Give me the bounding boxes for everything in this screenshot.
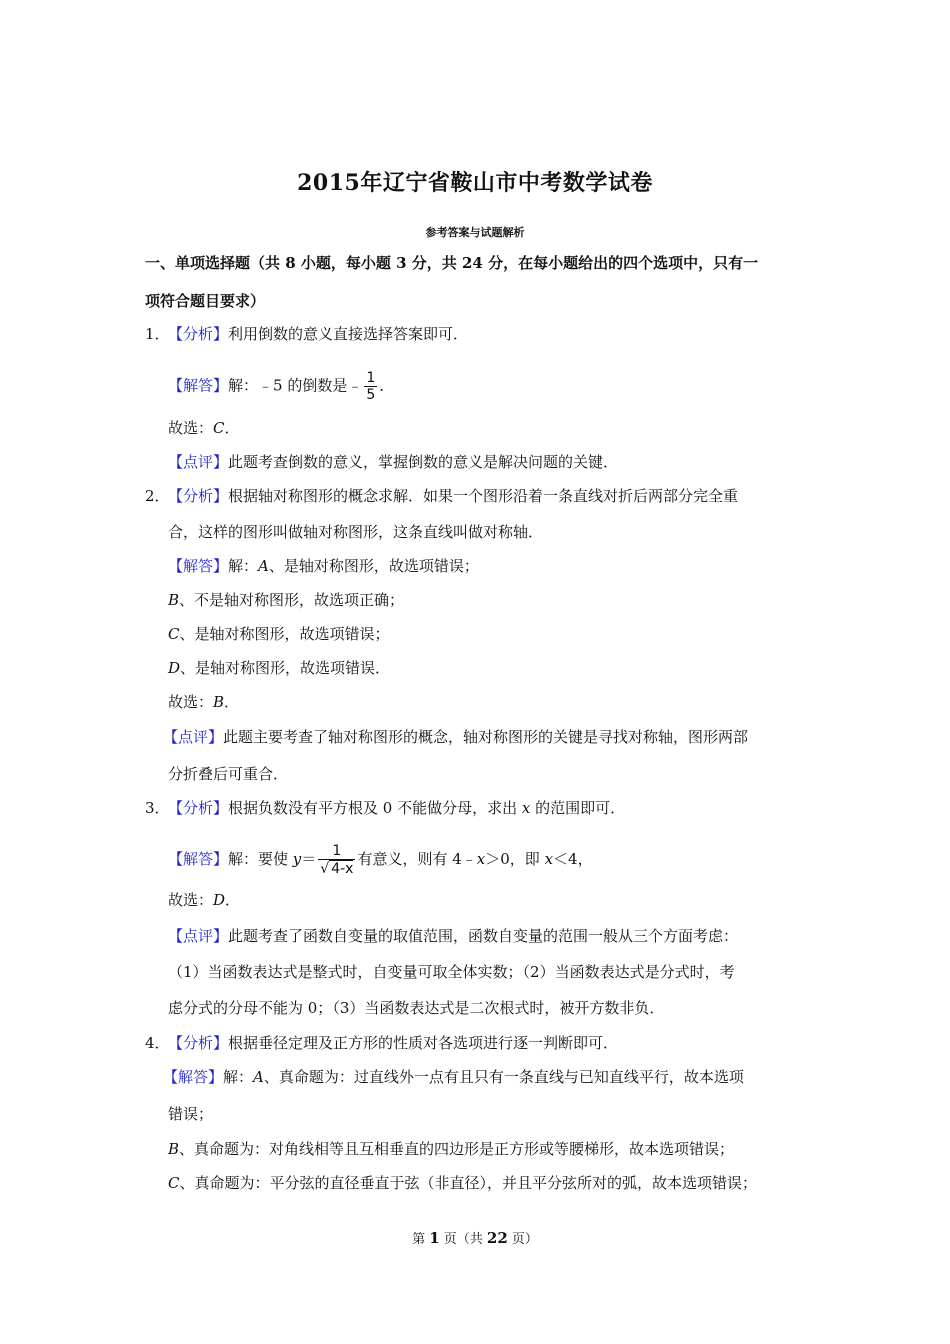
choice-prefix: 故选： bbox=[168, 891, 214, 909]
option-letter: C bbox=[168, 625, 180, 643]
q1-choice bbox=[168, 418, 240, 438]
comment-text: 此题考查倒数的意义，掌握倒数的意义是解决问题的关键． bbox=[228, 453, 619, 471]
analysis-text: 根据轴对称图形的概念求解．如果一个图形沿着一条直线对折后两部分完全重 bbox=[228, 487, 739, 505]
option-letter: D bbox=[168, 659, 181, 677]
fraction-denominator: √ 4-x bbox=[320, 861, 354, 877]
q2-comment bbox=[163, 727, 748, 747]
choice-end: ． bbox=[224, 693, 240, 711]
q3-comment-cont-2: 虑分式的分母不能为 0；（3）当函数表达式是二次根式时，被开方数非负． bbox=[168, 999, 665, 1017]
analysis-tag: 【分析】 bbox=[168, 799, 229, 817]
answer-tag: 【解答】 bbox=[168, 376, 229, 395]
q4-answer-c bbox=[168, 1173, 757, 1193]
answer-tag: 【解答】 bbox=[168, 850, 229, 868]
current-page-number: 1 bbox=[429, 1229, 440, 1247]
q3-comment-cont: （1）当函数表达式是整式时，自变量可取全体实数；（2）当函数表达式是分式时，考 bbox=[168, 963, 735, 981]
page-footer bbox=[0, 1228, 950, 1247]
q3-comment bbox=[168, 926, 738, 946]
equals-sign: ＝ bbox=[301, 850, 317, 868]
comment-tag: 【点评】 bbox=[163, 728, 224, 746]
fraction bbox=[318, 843, 355, 877]
answer-text: 解：﹣5 的倒数是﹣ bbox=[228, 376, 363, 395]
analysis-tag: 【分析】 bbox=[168, 487, 229, 505]
q4-answer-a bbox=[163, 1067, 744, 1087]
choice-end: ． bbox=[224, 419, 240, 437]
q2-choice bbox=[168, 692, 239, 712]
q4-analysis bbox=[168, 1033, 618, 1053]
variable-x: x bbox=[476, 850, 486, 868]
page-subtitle: 参考答案与试题解析 bbox=[425, 226, 525, 239]
fraction bbox=[364, 370, 377, 403]
variable-x: x bbox=[544, 850, 554, 868]
answer-text: 、真命题为：对角线相等且互相垂直的四边形是正方形或等腰梯形，故本选项错误； bbox=[179, 1140, 735, 1158]
comment-text: 此题主要考查了轴对称图形的概念，轴对称图形的关键是寻找对称轴，图形两部 bbox=[223, 728, 749, 746]
question-number: 3． bbox=[145, 799, 170, 817]
answer-prefix: 解： bbox=[228, 557, 259, 575]
q4-answer-a-cont: 错误； bbox=[168, 1105, 214, 1123]
variable-y: y bbox=[292, 850, 302, 868]
choice-prefix: 故选： bbox=[168, 693, 214, 711]
option-letter: B bbox=[168, 591, 180, 609]
answer-prefix: 解： bbox=[223, 1068, 254, 1086]
comment-tag: 【点评】 bbox=[168, 927, 229, 945]
comment-tag: 【点评】 bbox=[168, 453, 229, 471]
q1-comment bbox=[168, 452, 618, 472]
option-letter: B bbox=[168, 1140, 180, 1158]
analysis-end: 的范围即可． bbox=[530, 799, 626, 817]
choice-prefix: 故选： bbox=[168, 419, 214, 437]
q3-choice bbox=[168, 890, 240, 910]
q2-comment-cont: 分折叠后可重合． bbox=[168, 765, 289, 783]
q1-answer bbox=[168, 370, 394, 403]
answer-text: 、是轴对称图形，故选项错误； bbox=[268, 557, 479, 575]
footer-prefix: 第 bbox=[412, 1232, 430, 1247]
total-pages: 22 bbox=[486, 1229, 508, 1247]
section-heading-line-2: 项符合题目要求） bbox=[145, 292, 266, 310]
q2-analysis-cont: 合，这样的图形叫做轴对称图形，这条直线叫做对称轴． bbox=[168, 523, 544, 541]
choice-letter: B bbox=[213, 693, 225, 711]
footer-suffix: 页） bbox=[507, 1232, 538, 1247]
answer-text: 、不是轴对称图形，故选项正确； bbox=[179, 591, 405, 609]
question-number: 2． bbox=[145, 487, 170, 505]
question-number: 4． bbox=[145, 1034, 170, 1052]
variable-x: x bbox=[521, 799, 531, 817]
analysis-text: 根据垂径定理及正方形的性质对各选项进行逐一判断即可． bbox=[228, 1034, 619, 1052]
q3-answer bbox=[168, 843, 593, 877]
analysis-tag: 【分析】 bbox=[168, 325, 229, 343]
q2-answer-c bbox=[168, 624, 390, 644]
q2-analysis bbox=[168, 486, 738, 506]
analysis-text: 利用倒数的意义直接选择答案即可． bbox=[228, 325, 469, 343]
q2-answer-a bbox=[168, 556, 479, 576]
question-number: 1． bbox=[145, 325, 170, 343]
answer-tag: 【解答】 bbox=[163, 1068, 224, 1086]
footer-mid: 页（共 bbox=[439, 1232, 487, 1247]
choice-end: ． bbox=[225, 891, 241, 909]
q3-analysis bbox=[168, 798, 625, 818]
fraction-numerator: 1 bbox=[366, 370, 376, 386]
choice-letter: D bbox=[213, 891, 226, 909]
analysis-text: 根据负数没有平方根及 0 不能做分母，求出 bbox=[228, 799, 522, 817]
fraction-denominator: 5 bbox=[366, 387, 376, 403]
fraction-numerator: 1 bbox=[318, 843, 355, 860]
option-letter: A bbox=[258, 557, 269, 575]
comment-text: 此题考查了函数自变量的取值范围，函数自变量的范围一般从三个方面考虑： bbox=[228, 927, 739, 945]
answer-text: 、是轴对称图形，故选项错误； bbox=[179, 625, 390, 643]
choice-letter: C bbox=[213, 419, 225, 437]
answer-tag: 【解答】 bbox=[168, 557, 229, 575]
analysis-tag: 【分析】 bbox=[168, 1034, 229, 1052]
answer-mid-2: ＞0，即 bbox=[485, 850, 545, 868]
q2-answer-d bbox=[168, 658, 390, 678]
q4-answer-b bbox=[168, 1139, 734, 1159]
answer-text: 、真命题为：过直线外一点有且只有一条直线与已知直线平行，故本选项 bbox=[263, 1068, 744, 1086]
answer-end: ＜4， bbox=[553, 850, 593, 868]
option-letter: A bbox=[253, 1068, 264, 1086]
radicand: 4-x bbox=[331, 861, 354, 877]
section-heading-line-1: 一、单项选择题（共 8 小题，每小题 3 分，共 24 分，在每小题给出的四个选项中，只有一 bbox=[145, 254, 759, 272]
answer-text: 、是轴对称图形，故选项错误． bbox=[180, 659, 391, 677]
answer-text: 、真命题为：平分弦的直径垂直于弦（非直径），并且平分弦所对的弧，故本选项错误； bbox=[179, 1174, 757, 1192]
answer-mid: 有意义，则有 4﹣ bbox=[357, 850, 477, 868]
option-letter: C bbox=[168, 1174, 180, 1192]
q2-answer-b bbox=[168, 590, 404, 610]
answer-text: 解：要使 bbox=[228, 850, 293, 868]
q1-analysis bbox=[168, 324, 468, 344]
page-title: 2015年辽宁省鞍山市中考数学试卷 bbox=[297, 170, 653, 196]
section-heading bbox=[145, 244, 815, 320]
answer-end: ． bbox=[379, 376, 395, 395]
